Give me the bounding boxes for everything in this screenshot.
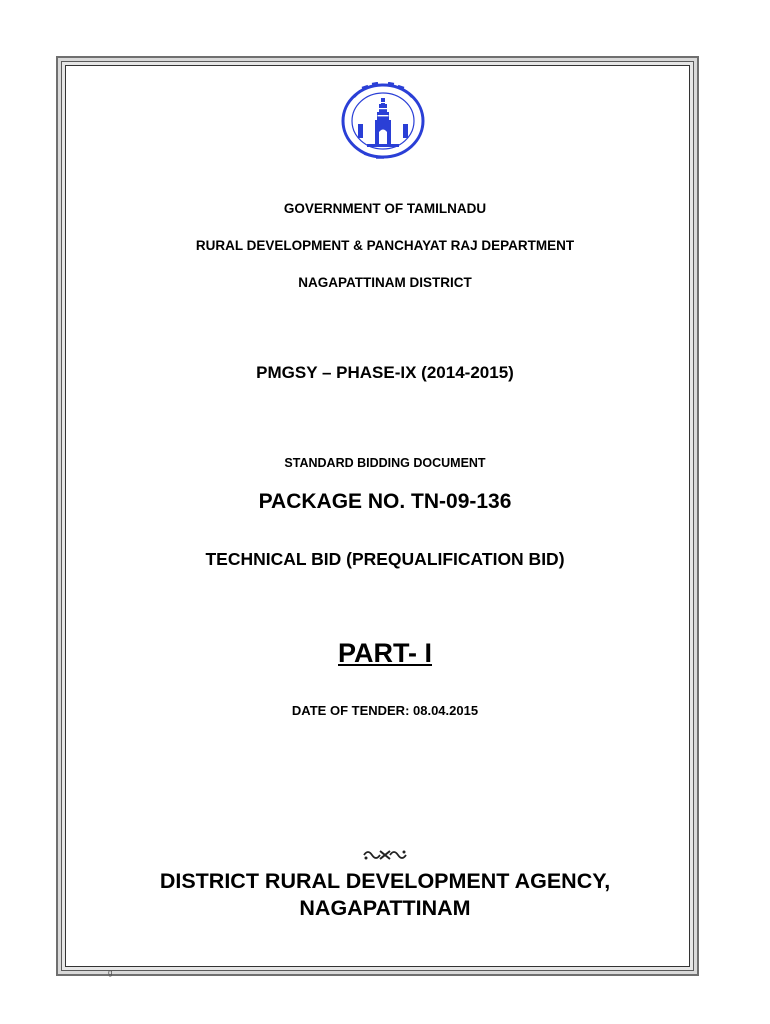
agency-name-line1: DISTRICT RURAL DEVELOPMENT AGENCY,	[159, 869, 611, 893]
district-title: NAGAPATTINAM DISTRICT	[298, 275, 472, 290]
page-border	[56, 56, 699, 976]
tamilnadu-emblem-icon	[340, 82, 426, 160]
document-type: STANDARD BIDDING DOCUMENT	[284, 456, 486, 470]
bid-type: TECHNICAL BID (PREQUALIFICATION BID)	[205, 549, 565, 569]
government-title: GOVERNMENT OF TAMILNADU	[283, 201, 487, 216]
tender-date: DATE OF TENDER: 08.04.2015	[291, 703, 479, 718]
scheme-title: PMGSY – PHASE-IX (2014-2015)	[256, 363, 514, 382]
decorative-ornament-icon	[362, 848, 408, 862]
agency-name-line2: NAGAPATTINAM	[299, 896, 471, 920]
department-title: RURAL DEVELOPMENT & PANCHAYAT RAJ DEPARTMENT	[195, 238, 575, 253]
package-number: PACKAGE NO. TN-09-136	[258, 490, 512, 513]
part-title: PART- I	[338, 638, 432, 668]
page-mark: g	[108, 968, 113, 977]
page-border-middle	[61, 61, 694, 971]
